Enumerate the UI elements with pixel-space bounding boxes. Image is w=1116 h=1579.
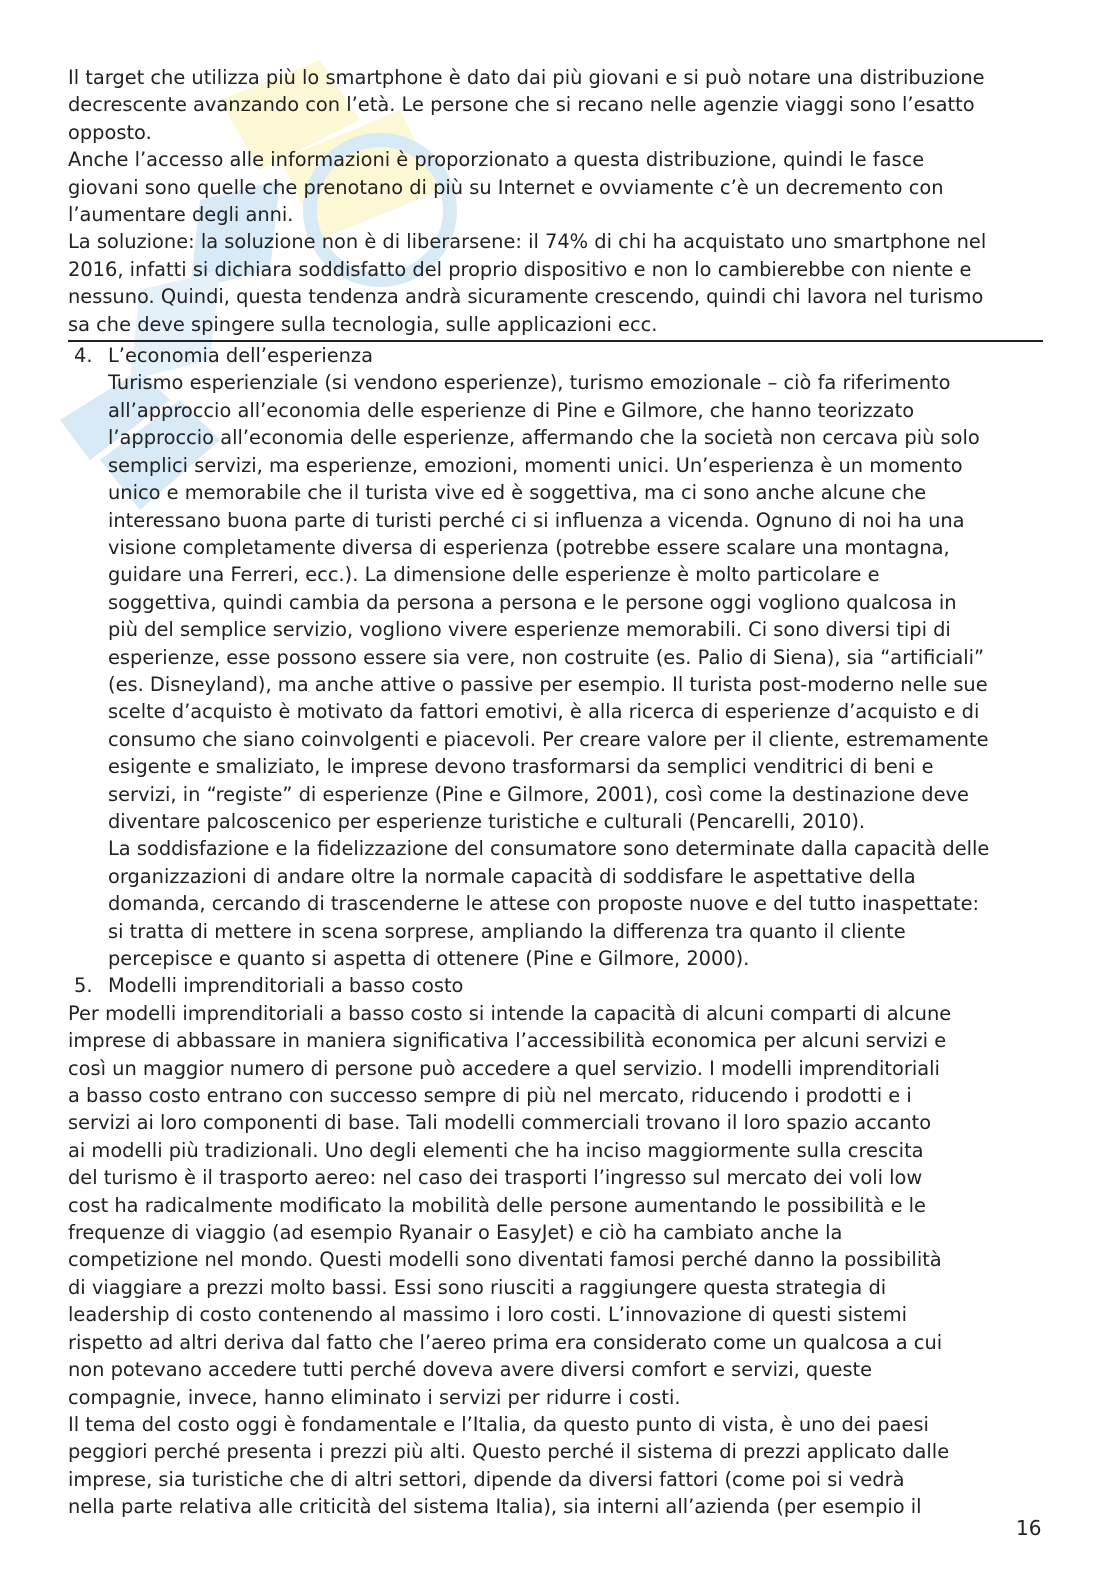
intro-paragraph-2: Anche l’accesso alle informazioni è proporzionato a questa distribuzione, quindi le fasce giovani sono quelle che prenotano di più su Internet e ovviamente c’è un decremento con l’aumentare degli anni.	[68, 148, 944, 227]
page-number: 16	[1016, 1516, 1042, 1540]
section-4-title: L’economia dell’esperienza	[108, 344, 373, 368]
section-5-paragraph-2: Il tema del costo oggi è fondamentale e l’Italia, da questo punto di vista, è uno dei paesi peggiori perché presenta i prezzi più alti. Questo perché il sistema di prezzi applicato dalle imprese, sia turistiche che di altri settori, dipende da diversi fattori (come poi si vedrà nella parte relativa alle criticità del sistema Italia), sia interni all’azienda (per esempio il	[68, 1412, 950, 1519]
section-4-number: 4.	[74, 344, 93, 368]
section-5-paragraph-1: Per modelli imprenditoriali a basso costo si intende la capacità di alcuni comparti di alcune imprese di abbassare in maniera significativa l’accessibilità economica per alcuni servizi e così un maggior numero di persone può accedere a quel servizio. I modelli imprenditoriali a basso costo entrano con successo sempre di più nel mercato, riducendo i prodotti e i servizi ai loro componenti di base. Tali modelli commerciali trovano il loro spazio accanto ai modelli più tradizionali. Uno degli elementi che ha inciso maggiormente sulla crescita del turismo è il trasporto aereo: nel caso dei trasporti l’ingresso sul mercato dei voli low cost ha radicalmente modificato la mobilità delle persone aumentando le possibilità e le frequenze di viaggio (ad esempio Ryanair o EasyJet) e ciò ha cambiato anche la competizione nel mondo. Questi modelli sono diventati famosi perché danno la possibilità di viaggiare a prezzi molto bassi. Essi sono riusciti a raggiungere questa strategia di leadership di costo contenendo al massimo i loro costi. L’innovazione di questi sistemi rispetto ad altri deriva dal fatto che l’aereo prima era considerato come un qualcosa a cui non potevano accedere tutti perché doveva avere diversi comfort e servizi, queste compagnie, invece, hanno eliminato i servizi per ridurre i costi.	[68, 1001, 952, 1409]
section-4	[68, 342, 1058, 972]
section-5-title: Modelli imprenditoriali a basso costo	[108, 974, 464, 998]
section-4-paragraph-2: La soddisfazione e la fidelizzazione del consumatore sono determinate dalla capacità delle organizzazioni di andare oltre la normale capacità di soddisfare le aspettative della domanda, cercando di trascenderne le attese con proposte nuove e del tutto inaspettate: si tratta di mettere in scena sorprese, ampliando la differenza tra quanto il cliente percepisce e quanto si aspetta di ottenere (Pine e Gilmore, 2000).	[108, 837, 990, 970]
document-body	[68, 64, 1058, 1521]
section-5-number: 5.	[74, 974, 93, 998]
section-5	[68, 972, 1058, 999]
intro-paragraph-3: La soluzione: la soluzione non è di liberarsene: il 74% di chi ha acquistato uno smartphone nel 2016, infatti si dichiara soddisfatto del proprio dispositivo e non lo cambierebbe con niente e nessuno. Quindi, questa tendenza andrà sicuramente crescendo, quindi chi lavora nel turismo sa che deve spingere sulla tecnologia, sulle applicazioni ecc.	[68, 230, 987, 336]
intro-paragraph-1: Il target che utilizza più lo smartphone è dato dai più giovani e si può notare una distribuzione decrescente avanzando con l’età. Le persone che si recano nelle agenzie viaggi sono l’esatto opposto.	[68, 66, 985, 144]
section-4-paragraph-1: Turismo esperienziale (si vendono esperienze), turismo emozionale – ciò fa riferimento all’approccio all’economia delle esperienze di Pine e Gilmore, che hanno teorizzato l’approccio all’economia delle esperienze, affermando che la società non cercava più solo semplici servizi, ma esperienze, emozioni, momenti unici. Un’esperienza è un momento unico e memorabile che il turista vive ed è soggettiva, ma ci sono anche alcune che interessano buona parte di turisti perché ci si influenza a vicenda. Ognuno di noi ha una visione completamente diversa di esperienza (potrebbe essere scalare una montagna, guidare una Ferreri, ecc.). La dimensione delle esperienze è molto particolare e soggettiva, quindi cambia da persona a persona e le persone oggi vogliono qualcosa in più del semplice servizio, vogliono vivere esperienze memorabili. Ci sono diversi tipi di esperienze, esse possono essere sia vere, non costruite (es. Palio di Siena), sia “artificiali” (es. Disneyland), ma anche attive o passive per esempio. Il turista post-moderno nelle sue scelte d’acquisto è motivato da fattori emotivi, è alla ricerca di esperienze d’acquisto e di consumo che siano coinvolgenti e piacevoli. Per creare valore per il cliente, estremamente esigente e smaliziato, le imprese devono trasformarsi da semplici venditrici di beni e servizi, in “registe” di esperienze (Pine e Gilmore, 2001), così come la destinazione deve diventare palcoscenico per esperienze turistiche e culturali (Pencarelli, 2010).	[108, 371, 989, 833]
